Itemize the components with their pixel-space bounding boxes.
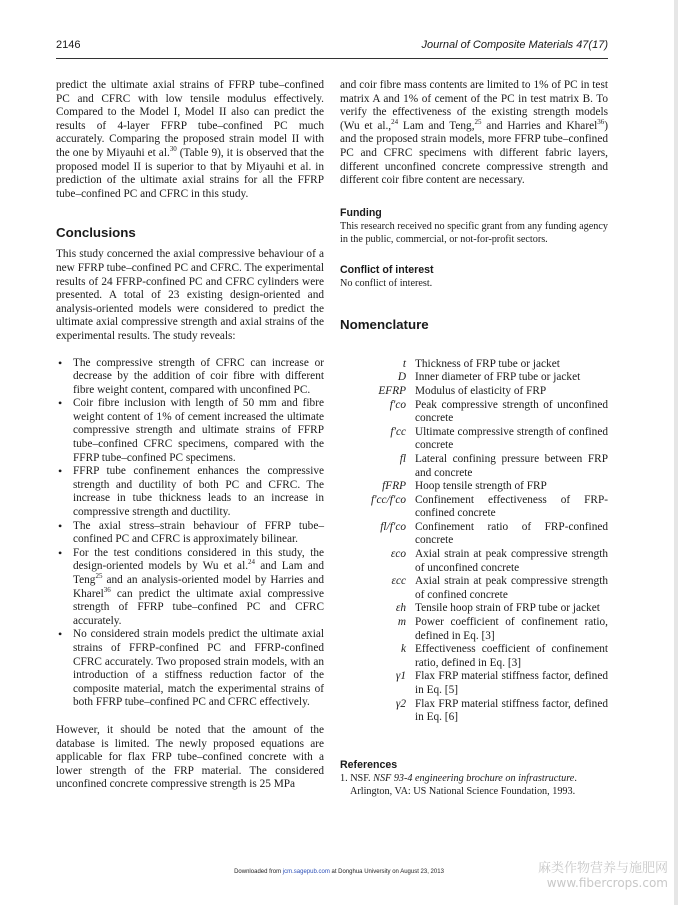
nomenclature-symbol: EFRP [378,384,406,397]
running-header [56,39,608,55]
nomenclature-row [340,643,608,670]
continuation-text: ) and the proposed strain models, more FFRP tube–confined PC and CFRC specimens with different fabric layers, different unconfined concrete compressive strength and different coir fibre content are necessary. [340,119,609,187]
site-watermark [538,862,668,890]
nomenclature-symbol: t [402,357,406,370]
funding-text: This research received no specific grant from any funding agency in the public, commercial, or not-for-profit sectors. [340,220,608,245]
conclusions-list [56,357,324,710]
journal-title: Journal of Composite Materials 47(17) [421,39,608,51]
nomenclature-symbol: γ1 [395,670,406,683]
nomenclature-symbol: fl [399,452,406,465]
right-column [340,79,608,798]
continuation-text: and coir fibre mass contents are limited to 1% of PC in test matrix A and 1% of cement of the PC in test matrix B. To verify the effectiveness of the existing strength models (Wu et al., [340,79,608,132]
left-column [56,79,324,792]
nomenclature-symbol: εco [390,548,406,561]
nomenclature-definition: Power coefficient of confinement ratio, defined in Eq. [3] [415,616,608,642]
page-edge [674,0,678,905]
nomenclature-symbol: γ2 [395,697,406,710]
conclusions-heading: Conclusions [56,225,136,241]
footer-text: at Donghua University on August 23, 2013 [329,869,444,875]
nomenclature-row [340,426,608,453]
nomenclature-definition: Axial strain at peak compressive strength of confined concrete [415,575,608,601]
nomenclature-row [340,399,608,426]
bullet-item [56,547,324,629]
bullet-item: • Coir fibre inclusion with length of 50 mm and fibre weight content of 1% of cement increased the ultimate compressive strength and ultimate strains of FFRP tube–confined CFRC specimens, compared with the FFRP tube–confined PC specimens. [56,397,324,465]
page-number: 2146 [56,39,81,51]
citation-30: 30 [169,145,177,154]
citation-25: 25 [474,118,482,127]
reference-item [340,772,608,798]
nomenclature-row [340,698,608,725]
nomenclature-definition: Confinement effectiveness of FRP-confined concrete [415,493,608,520]
nomenclature-definition: Hoop tensile strength of FRP [415,480,547,493]
nomenclature-symbol: f′cc [390,425,406,438]
citation-25: 25 [95,572,103,581]
nomenclature-symbol: D [397,371,406,384]
intro-text-2: (Table 9), it is observed that the proposed model II is superior to that by Miyauhi et al. in prediction of the ultimate axial strains for all the FFRP tube–confined PC and CFRC in this study. [56,146,324,200]
nomenclature-symbol: fFRP [382,480,406,493]
nomenclature-definition: Confinement ratio of FRP-confined concrete [415,520,608,547]
nomenclature-definition: Ultimate compressive strength of confined concrete [415,425,608,452]
nomenclature-definition: Flax FRP material stiffness factor, defined in Eq. [5] [415,670,608,696]
footer-text: Downloaded from [234,869,283,875]
watermark-url: www.fibercrops.com [546,876,668,890]
reference-title: NSF 93-4 engineering brochure on infrastructure [373,772,575,784]
closing-paragraph: However, it should be noted that the amount of the database is limited. The newly proposed equations are applicable for flax FRP tube–confined concrete with a lower strength of the FRP material. The considered unconfined concrete compressive strength is 25 MPa [56,723,324,791]
nomenclature-row [340,616,608,643]
nomenclature-symbol: k [400,643,406,656]
nomenclature-heading: Nomenclature [340,316,429,332]
nomenclature-symbol: f′cc/f′co [370,493,406,506]
nomenclature-definition: Thickness of FRP tube or jacket [415,357,560,370]
nomenclature-definition: Modulus of elasticity of FRP [415,384,547,397]
references-heading: References [340,758,398,771]
nomenclature-row [340,494,608,521]
nomenclature-definition: Lateral confining pressure between FRP and concrete [415,452,608,479]
nomenclature-definition: Axial strain at peak compressive strength of unconfined concrete [415,548,608,574]
bullet-item: • FFRP tube confinement enhances the compressive strength and ductility of both PC and CFRC. The increase in tube thickness leads to an increase in compressive strength and ductility. [56,465,324,519]
nomenclature-symbol: m [397,616,406,629]
continuation-text: and Harries and Kharel [481,119,598,132]
bullet-text: and Lam and Teng [73,560,325,586]
nomenclature-symbol: fl/f′co [380,520,406,533]
nomenclature-row [340,575,608,602]
nomenclature-symbol: f′co [389,398,406,411]
bullet-item: • The compressive strength of CFRC can increase or decrease by the addition of coir fibre with different fibre weight content, compared with unconfined PC. [56,357,324,398]
continuation-text: Lam and Teng, [398,119,475,132]
citation-24: 24 [391,118,399,127]
nomenclature-table [340,358,608,725]
citation-36: 36 [597,118,605,127]
nomenclature-definition: Flax FRP material stiffness factor, defined in Eq. [6] [415,697,608,724]
header-rule [56,58,608,59]
nomenclature-row [340,358,608,372]
nomenclature-definition: Inner diameter of FRP tube or jacket [415,371,581,384]
citation-36: 36 [103,585,111,594]
conclusions-intro: This study concerned the axial compressive behaviour of a new FFRP tube–confined PC and CFRC. The experimental results of 24 FFRP-confined PC and CFRC cylinders were presented. A total of 23 existing design-oriented and analysis-oriented models were considered to predict the ultimate axial compressive strength and axial strains of the experimental results. The study reveals: [56,248,324,342]
nomenclature-row [340,371,608,385]
nomenclature-definition: Effectiveness coefficient of confinement ratio, defined in Eq. [3] [415,643,608,669]
conflict-text: No conflict of interest. [340,277,433,289]
nomenclature-symbol: εcc [391,575,406,588]
funding-heading: Funding [340,206,382,219]
nomenclature-definition: Tensile hoop strain of FRP tube or jacket [415,602,600,615]
nomenclature-row [340,602,608,616]
nomenclature-row [340,670,608,697]
reference-number: 1. [340,772,348,784]
reference-details: . Arlington, VA: US National Science Foundation, 1993. [350,772,577,797]
nomenclature-row [340,385,608,399]
nomenclature-row [340,548,608,575]
watermark-title: 麻类作物营养与施肥网 [537,861,668,876]
footer-link[interactable]: jcm.sagepub.com [282,869,330,875]
nomenclature-row [340,521,608,548]
nomenclature-row [340,480,608,494]
intro-paragraph [56,79,324,201]
bullet-item: • No considered strain models predict the ultimate axial strains of FFRP-confined PC and FFRP-confined CFRC accurately. Two proposed strain models, with an introduction of a stiffness reduction factor of the composite material, match the experimental strains of both FFRP tube–confined PC and CFRC effectively. [56,628,324,710]
bullet-text: and an analysis-oriented model by Harries and Kharel [73,574,324,600]
nomenclature-row [340,453,608,480]
intro-text-1: predict the ultimate axial strains of FFRP tube–confined PC and CFRC with low tensile modulus effectively. Compared to the Model I, Model II also can predict the results of 4-layer FFRP tube–confined PC much accurately. Comparing the proposed strain model II with the one by Miyauhi et al. [56,79,324,159]
bullet-item: • The axial stress–strain behaviour of FFRP tube–confined PC and CFRC is approximately bilinear. [56,520,324,547]
reference-author: NSF. [347,772,374,784]
conflict-heading: Conflict of interest [340,263,434,276]
nomenclature-definition: Peak compressive strength of unconfined concrete [415,398,608,425]
bullet-text: For the test conditions considered in this study, the design-oriented models by Wu et al. [73,546,324,573]
bullet-text: can predict the ultimate axial compressive strength of FFRP tube–confined PC and CFRC accurately. [73,587,324,627]
citation-24: 24 [248,558,256,567]
nomenclature-symbol: εh [395,602,406,615]
continuation-paragraph [340,79,608,188]
